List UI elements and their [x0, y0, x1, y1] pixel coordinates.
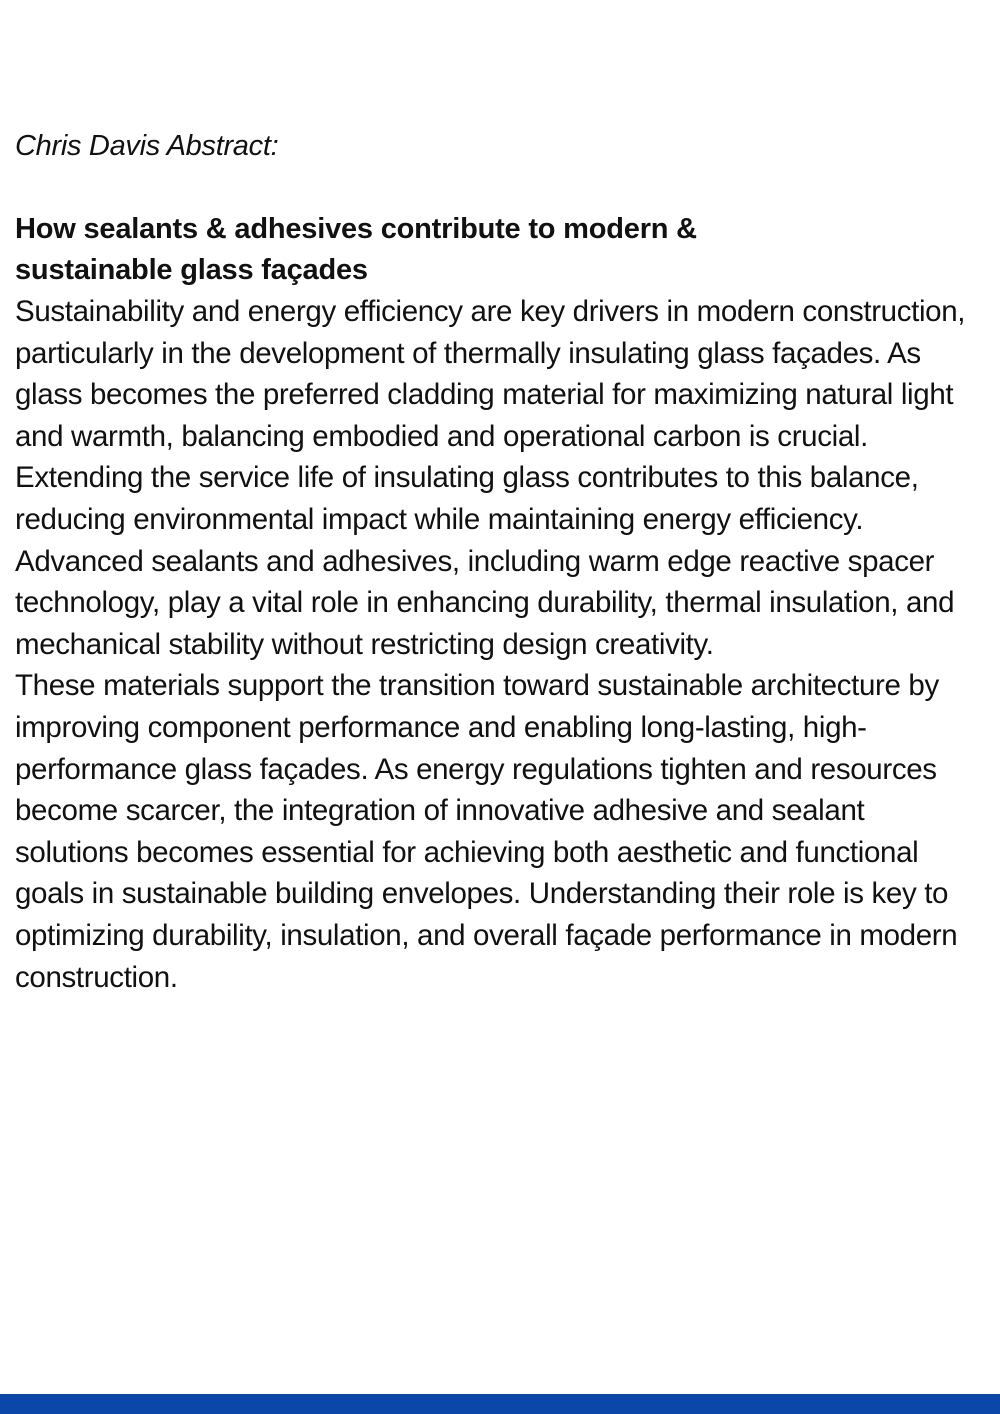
- abstract-title-line-2: sustainable glass façades: [15, 254, 368, 286]
- abstract-title: [15, 209, 985, 291]
- abstract-page: [15, 126, 985, 998]
- abstract-title-line-1: How sealants & adhesives contribute to modern &: [15, 213, 697, 245]
- abstract-paragraph-1: Sustainability and energy efficiency are key drivers in modern construction, particularly in the development of thermally insulating glass façades. As glass becomes the preferred cladding material for maximizing natural light and warmth, balancing embodied and operational carbon is crucial.: [15, 295, 966, 453]
- author-byline: Chris Davis Abstract:: [15, 130, 279, 162]
- abstract-paragraph-2: Extending the service life of insulating glass contributes to this balance, reducing environmental impact while maintaining energy efficiency. Advanced sealants and adhesives, including warm edge reactive spacer technology, play a vital role in enhancing durability, thermal insulation, and mechanical stability without restricting design creativity.: [15, 461, 955, 661]
- abstract-paragraph-3: These materials support the transition toward sustainable architecture by improving component performance and enabling long-lasting, high-performance glass façades. As energy regulations tighten and resources become scarcer, the integration of innovative adhesive and sealant solutions becomes essential for achieving both aesthetic and functional goals in sustainable building envelopes. Understanding their role is key to optimizing durability, insulation, and overall façade performance in modern construction.: [15, 669, 958, 994]
- footer-accent-bar: [0, 1394, 1000, 1414]
